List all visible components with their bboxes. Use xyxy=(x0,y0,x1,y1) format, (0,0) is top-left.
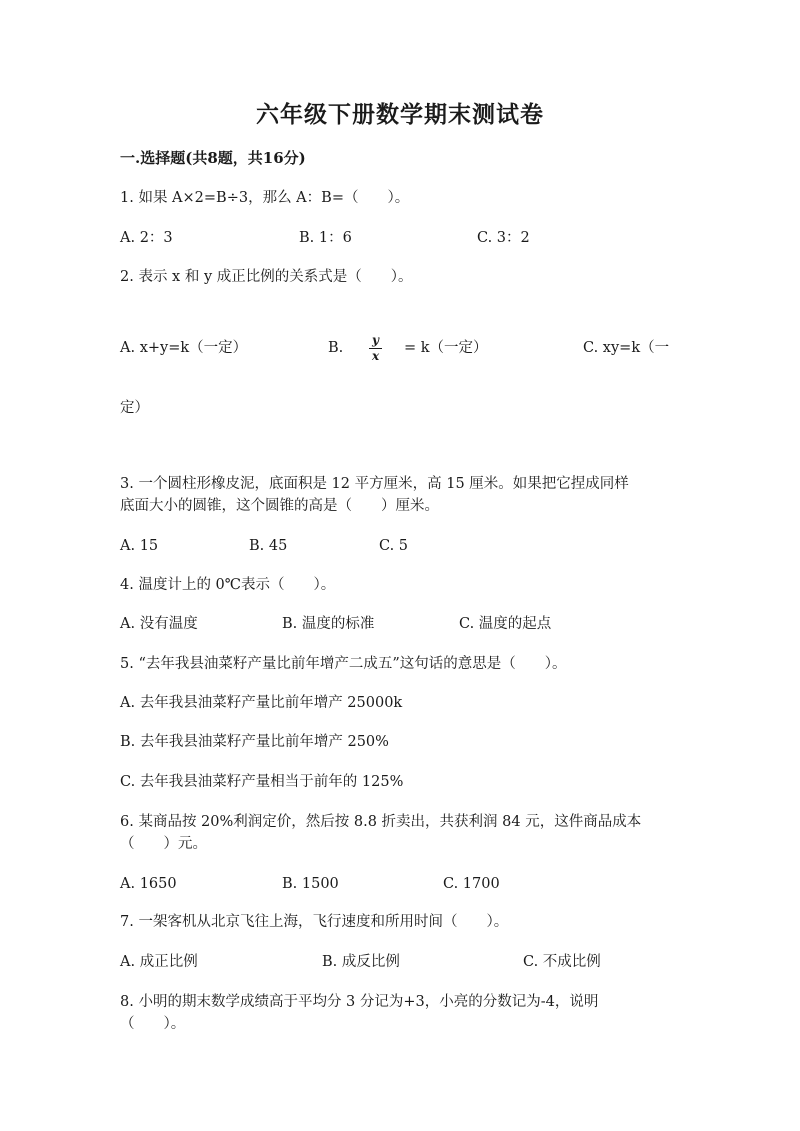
question-8-stem-line-2: （ ）。 xyxy=(120,1016,186,1032)
question-3-option-a: A. 15 xyxy=(120,538,159,554)
question-7-option-c: C. 不成比例 xyxy=(523,954,601,970)
fraction-numerator: y xyxy=(372,333,379,347)
question-1-option-a: A. 2：3 xyxy=(120,230,173,246)
question-6-option-b: B. 1500 xyxy=(282,876,339,892)
question-4-option-c: C. 温度的起点 xyxy=(459,616,552,632)
question-1-option-c: C. 3：2 xyxy=(477,230,530,246)
question-5-option-a: A. 去年我县油菜籽产量比前年增产 25000k xyxy=(120,695,403,711)
page-title: 六年级下册数学期末测试卷 xyxy=(256,101,544,128)
question-1-option-b: B. 1：6 xyxy=(299,230,352,246)
question-6-stem-line-1: 6. 某商品按 20%利润定价，然后按 8.8 折卖出，共获利润 84 元，这件商品成本 xyxy=(120,814,642,830)
question-4-option-b: B. 温度的标准 xyxy=(282,616,375,632)
question-6-stem-line-2: （ ）元。 xyxy=(120,836,207,852)
fraction-y-over-x xyxy=(366,333,386,365)
question-5-stem: 5. “去年我县油菜籽产量比前年增产二成五”这句话的意思是（ ）。 xyxy=(120,656,567,672)
question-5-option-b: B. 去年我县油菜籽产量比前年增产 250% xyxy=(120,734,389,750)
question-3-stem-line-2: 底面大小的圆锥，这个圆锥的高是（ ）厘米。 xyxy=(120,498,439,514)
question-2-option-c-continued: 定） xyxy=(120,400,149,416)
question-5-option-c: C. 去年我县油菜籽产量相当于前年的 125% xyxy=(120,774,404,790)
question-2-option-b-text: = k（一定） xyxy=(404,340,488,356)
question-3-stem-line-1: 3. 一个圆柱形橡皮泥，底面积是 12 平方厘米，高 15 厘米。如果把它捏成同样 xyxy=(120,476,629,492)
question-2-option-a: A. x+y=k（一定） xyxy=(120,340,248,356)
question-1-stem: 1. 如果 A×2=B÷3，那么 A：B=（ ）。 xyxy=(120,190,410,206)
question-7-option-b: B. 成反比例 xyxy=(322,954,400,970)
fraction-denominator: x xyxy=(372,349,380,363)
question-2-option-c: C. xy=k（一 xyxy=(583,340,670,356)
question-3-option-c: C. 5 xyxy=(379,538,409,554)
question-2-stem: 2. 表示 x 和 y 成正比例的关系式是（ ）。 xyxy=(120,269,413,285)
section-heading: 一.选择题(共8题，共16分) xyxy=(120,149,306,167)
question-6-option-c: C. 1700 xyxy=(443,876,500,892)
question-4-option-a: A. 没有温度 xyxy=(120,616,198,632)
question-3-option-b: B. 45 xyxy=(249,538,288,554)
question-4-stem: 4. 温度计上的 0℃表示（ ）。 xyxy=(120,577,336,593)
question-8-stem-line-1: 8. 小明的期末数学成绩高于平均分 3 分记为+3，小亮的分数记为-4，说明 xyxy=(120,994,599,1010)
question-6-option-a: A. 1650 xyxy=(120,876,177,892)
question-2-option-b-label: B. xyxy=(328,340,344,356)
question-7-stem: 7. 一架客机从北京飞往上海，飞行速度和所用时间（ ）。 xyxy=(120,914,509,930)
question-7-option-a: A. 成正比例 xyxy=(120,954,198,970)
